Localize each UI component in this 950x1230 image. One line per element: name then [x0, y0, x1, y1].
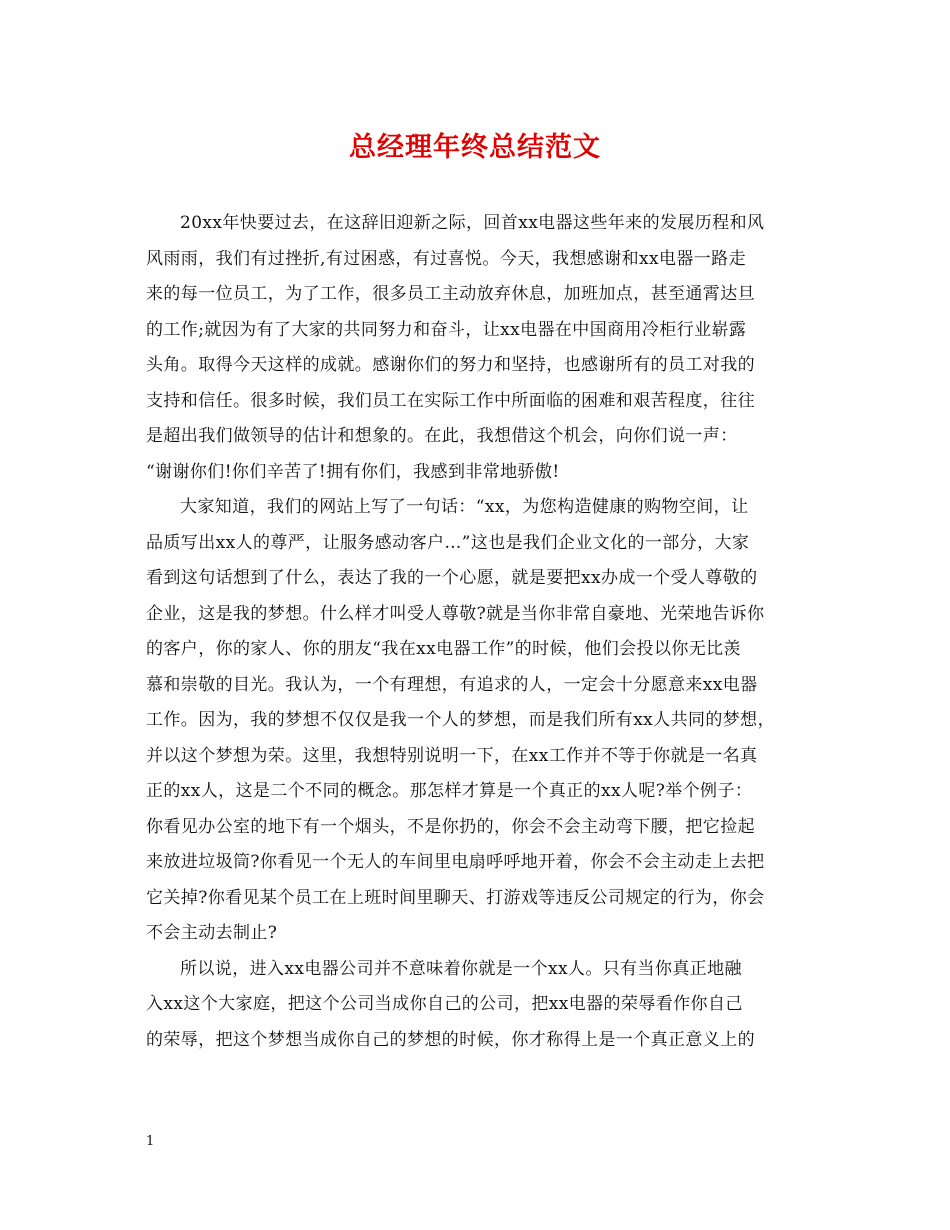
paragraph-line: 的工作;就因为有了大家的共同努力和奋斗，让xx电器在中国商用冷柜行业崭露	[146, 319, 747, 340]
document-body	[146, 206, 814, 1058]
paragraph-line: 是超出我们做领导的估计和想象的。在此，我想借这个机会，向你们说一声：	[146, 426, 738, 446]
paragraph-line: 慕和崇敬的目光。我认为，一个有理想，有追求的人，一定会十分愿意来xx电器	[146, 674, 758, 695]
paragraph-line: “谢谢你们!你们辛苦了!拥有你们，我感到非常地骄傲!	[146, 461, 560, 482]
paragraph-line: 风雨雨，我们有过挫折,有过困惑，有过喜悦。今天，我想感谢和xx电器一路走	[146, 248, 746, 269]
paragraph-line: 并以这个梦想为荣。这里，我想特别说明一下，在xx工作并不等于你就是一名真	[146, 745, 758, 766]
paragraph-line: 企业，这是我的梦想。什么样才叫受人尊敬?就是当你非常自豪地、光荣地告诉你	[146, 603, 765, 624]
paragraph-line: 工作。因为，我的梦想不仅仅是我一个人的梦想，而是我们所有xx人共同的梦想，	[146, 710, 775, 730]
paragraph-line: 来放进垃圾筒?你看见一个无人的车间里电扇呼呼地开着，你会不会主动走上去把	[146, 852, 765, 872]
paragraph-first-line: 所以说，进入xx电器公司并不意味着你就是一个xx人。只有当你真正地融	[180, 958, 742, 979]
paragraph-line: 品质写出xx人的尊严，让服务感动客户…”这也是我们企业文化的一部分，大家	[146, 532, 750, 553]
paragraph-line: 头角。取得今天这样的成就。感谢你们的努力和坚持，也感谢所有的员工对我的	[146, 355, 755, 375]
paragraph-first-line: 大家知道，我们的网站上写了一句话：“xx，为您构造健康的购物空间，让	[180, 497, 749, 517]
paragraph-line: 不会主动去制止?	[146, 923, 278, 943]
paragraph-line: 的荣辱，把这个梦想当成你自己的梦想的时候，你才称得上是一个真正意义上的	[146, 1029, 755, 1050]
paragraph-line: 它关掉?你看见某个员工在上班时间里聊天、打游戏等违反公司规定的行为，你会	[146, 887, 765, 908]
paragraph-line: 来的每一位员工，为了工作，很多员工主动放弃休息，加班加点，甚至通霄达旦	[146, 284, 755, 304]
paragraph-line: 你看见办公室的地下有一个烟头，不是你扔的，你会不会主动弯下腰，把它捡起	[146, 816, 755, 837]
paragraph-line: 的客户，你的家人、你的朋友“我在xx电器工作”的时候，他们会投以你无比羡	[146, 639, 741, 659]
paragraph-first-line: 20xx年快要过去，在这辞旧迎新之际，回首xx电器这些年来的发展历程和风	[180, 213, 765, 233]
paragraph-line: 正的xx人，这是二个不同的概念。那怎样才算是一个真正的xx人呢?举个例子：	[146, 781, 753, 801]
page-number: 1	[146, 1134, 155, 1149]
paragraph-line: 看到这句话想到了什么，表达了我的一个心愿，就是要把xx办成一个受人尊敬的	[146, 568, 758, 588]
document-title: 总经理年终总结范文	[349, 132, 601, 163]
paragraph-line: 入xx这个大家庭，把这个公司当成你自己的公司，把xx电器的荣辱看作你自己	[146, 994, 743, 1014]
paragraph-line: 支持和信任。很多时候，我们员工在实际工作中所面临的困难和艰苦程度，往往	[146, 390, 755, 411]
